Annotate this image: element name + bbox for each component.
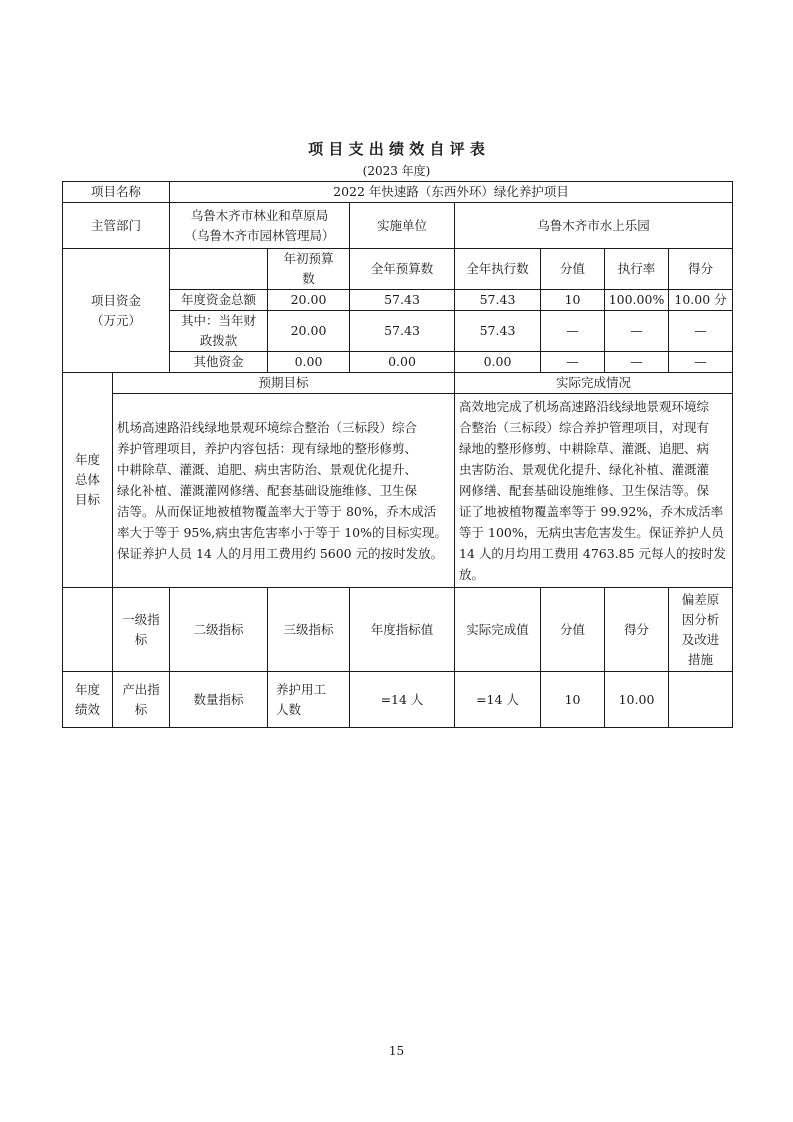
funds-header-budget: 全年预算数: [350, 249, 455, 290]
funds-row-label: 年度资金总额: [170, 290, 268, 311]
funds-header-score: 得分: [669, 249, 733, 290]
dept-value: 乌鲁木齐市林业和草原局 （乌鲁木齐市园林管理局）: [170, 203, 350, 249]
goals-label: 年度 总体 目标: [63, 373, 113, 588]
indicator-header-level1: 一级指 标: [113, 588, 170, 672]
indicator-group-label: 年度 绩效: [63, 672, 113, 728]
actual-goals-line: 网修缮、配套基础设施维修、卫生保洁等。保: [459, 483, 710, 498]
funds-row-rate: —: [605, 352, 669, 373]
indicator-level1: 产出指 标: [113, 672, 170, 728]
expected-goals-line: 机场高速路沿线绿地景观环境综合整治（三标段）综合: [117, 420, 418, 435]
actual-goals-line: 证了地被植物覆盖率等于 99.92%，乔木成活率: [459, 504, 724, 519]
expected-goals-line: 率大于等于 95%,病虫害危害率小于等于 10%的目标实现。: [117, 525, 447, 540]
page-title: 项 目 支 出 绩 效 自 评 表: [308, 140, 485, 158]
funds-row-executed: 0.00: [455, 352, 541, 373]
indicator-header-deviation: 偏差原 因分析 及改进 措施: [669, 588, 733, 672]
project-name-label: 项目名称: [63, 182, 170, 203]
indicator-deviation: [669, 672, 733, 728]
project-name-value: 2022 年快速路（东西外环）绿化养护项目: [170, 182, 733, 203]
funds-row-executed: 57.43: [455, 311, 541, 352]
actual-goals-line: 高效地完成了机场高速路沿线绿地景观环境综: [459, 399, 710, 414]
funds-row-label: 其中：当年财 政拨款: [170, 311, 268, 352]
funds-label: 项目资金 （万元）: [63, 249, 170, 373]
indicator-header-weight: 分值: [541, 588, 605, 672]
expected-goals-line: 洁等。从而保证地被植物覆盖率大于等于 80%，乔木成活: [117, 504, 437, 519]
funds-row-budget: 0.00: [350, 352, 455, 373]
indicator-header-empty: [63, 588, 113, 672]
indicator-score: 10.00: [605, 672, 669, 728]
indicator-target: =14 人: [350, 672, 455, 728]
page-number: 15: [388, 1044, 405, 1058]
funds-header-weight: 分值: [541, 249, 605, 290]
funds-row-initial: 20.00: [268, 311, 350, 352]
funds-row-initial: 0.00: [268, 352, 350, 373]
page-subtitle: (2023 年度): [362, 164, 431, 178]
indicator-weight: 10: [541, 672, 605, 728]
funds-row-score: 10.00 分: [669, 290, 733, 311]
actual-goals-line: 合整治（三标段）综合养护管理项目，对现有: [459, 420, 710, 435]
actual-goals-header: 实际完成情况: [455, 373, 733, 394]
actual-goals-line: 绿地的整形修剪、中耕除草、灌溉、追肥、病: [459, 441, 710, 456]
indicator-level2: 数量指标: [170, 672, 268, 728]
funds-header-initial: 年初预算 数: [268, 249, 350, 290]
funds-row-weight: —: [541, 311, 605, 352]
impl-value: 乌鲁木齐市水上乐园: [455, 203, 733, 249]
funds-row-executed: 57.43: [455, 290, 541, 311]
indicator-row: [63, 672, 733, 728]
indicator-level3: 养护用工 人数: [268, 672, 350, 728]
expected-goals-text: [113, 394, 455, 588]
funds-row-rate: —: [605, 311, 669, 352]
dept-label: 主管部门: [63, 203, 170, 249]
indicator-header-level3: 三级指标: [268, 588, 350, 672]
actual-goals-text: [455, 394, 733, 588]
indicator-actual: =14 人: [455, 672, 541, 728]
expected-goals-line: 保证养护人员 14 人的月用工费用约 5600 元的按时发放。: [117, 546, 444, 561]
funds-row-budget: 57.43: [350, 311, 455, 352]
funds-header-executed: 全年执行数: [455, 249, 541, 290]
funds-row-label: 其他资金: [170, 352, 268, 373]
indicator-header-target: 年度指标值: [350, 588, 455, 672]
evaluation-table: [62, 181, 733, 728]
actual-goals-line: 虫害防治、景观优化提升、绿化补植、灌溉灌: [459, 462, 710, 477]
funds-row-initial: 20.00: [268, 290, 350, 311]
expected-goals-line: 中耕除草、灌溉、追肥、病虫害防治、景观优化提升、: [117, 462, 418, 477]
expected-goals-line: 养护管理项目，养护内容包括：现有绿地的整形修剪、: [117, 441, 418, 456]
expected-goals-header: 预期目标: [113, 373, 455, 394]
indicator-header-actual: 实际完成值: [455, 588, 541, 672]
actual-goals-line: 14 人的月均用工费用 4763.85 元每人的按时发: [459, 546, 727, 561]
funds-row-score: —: [669, 352, 733, 373]
funds-row-rate: 100.00%: [605, 290, 669, 311]
indicator-header-score: 得分: [605, 588, 669, 672]
expected-goals-line: 绿化补植、灌溉灌网修缮、配套基础设施维修、卫生保: [117, 483, 418, 498]
impl-label: 实施单位: [350, 203, 455, 249]
funds-row-weight: 10: [541, 290, 605, 311]
funds-row-budget: 57.43: [350, 290, 455, 311]
funds-row-weight: —: [541, 352, 605, 373]
actual-goals-line: 等于 100%，无病虫害危害发生。保证养护人员: [459, 525, 724, 540]
funds-header-rate: 执行率: [605, 249, 669, 290]
indicator-header-level2: 二级指标: [170, 588, 268, 672]
actual-goals-line: 放。: [459, 567, 485, 582]
funds-header-empty: [170, 249, 268, 290]
funds-row-score: —: [669, 311, 733, 352]
